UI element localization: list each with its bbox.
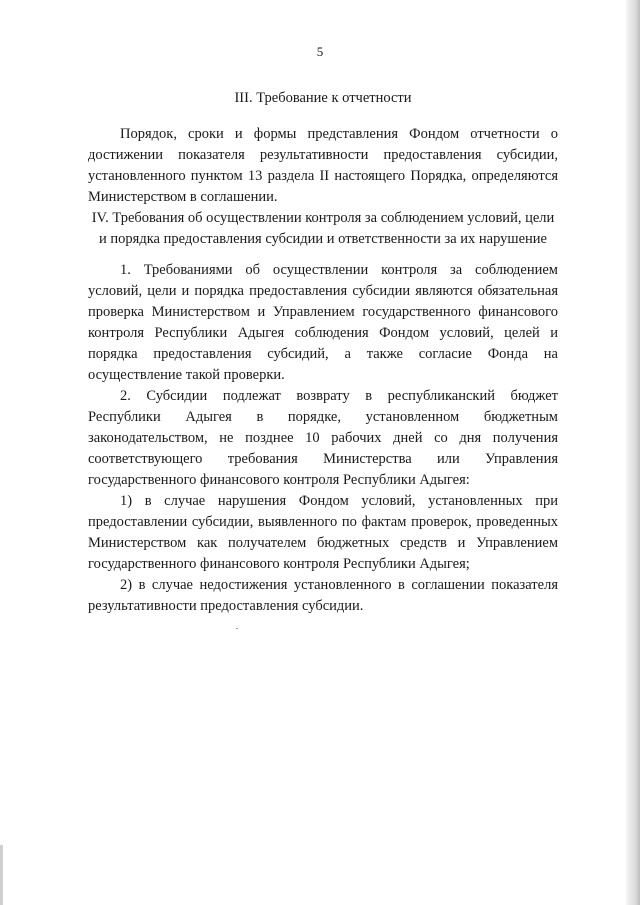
section-3-body xyxy=(88,124,558,208)
section-4-body xyxy=(88,260,558,617)
section-3-heading: III. Требование к отчетности xyxy=(234,90,412,106)
section-4-paragraph-2: 2. Субсидии подлежат возврату в республиканский бюджет Республики Адыгея в порядке, установленном бюджетным законодательством, не позднее 10 рабочих дней со дня получения соответствующего требования Министерства или Управления государственного финансового контроля Республики Адыгея: xyxy=(88,388,558,488)
section-3-paragraph: Порядок, сроки и формы представления Фондом отчетности о достижении показателя результативности предоставления субсидии, установленного пунктом 13 раздела II настоящего Порядка, определяются Министерством в соглашении. xyxy=(88,126,558,205)
scan-speck xyxy=(236,628,238,629)
page-number: 5 xyxy=(316,44,324,59)
section-4-heading-line-1: IV. Требования об осуществлении контроля за соблюдением условий, цели xyxy=(91,210,555,226)
section-4-paragraph-2-item-2: 2) в случае недостижения установленного в соглашении показателя результативности предоставления субсидии. xyxy=(88,577,558,614)
section-4-paragraph-2-item-1: 1) в случае нарушения Фондом условий, установленных при предоставлении субсидии, выявленного по фактам проверок, проведенных Министерством как получателем бюджетных средств и Управлением государственного финансового контроля Республики Адыгея; xyxy=(88,493,558,572)
section-4-heading xyxy=(88,208,558,250)
scan-edge-shadow xyxy=(626,0,640,905)
scan-edge-mark xyxy=(0,845,3,905)
section-4-heading-line-2: и порядка предоставления субсидии и ответственности за их нарушение xyxy=(99,231,547,247)
section-4-paragraph-1: 1. Требованиями об осуществлении контроля за соблюдением условий, цели и порядка предоставления субсидии являются обязательная проверка Министерством и Управлением государственного финансового контроля Республики Адыгея соблюдения Фондом условий, целей и порядка предоставления субсидий, а также согласие Фонда на осуществление такой проверки. xyxy=(88,262,558,383)
